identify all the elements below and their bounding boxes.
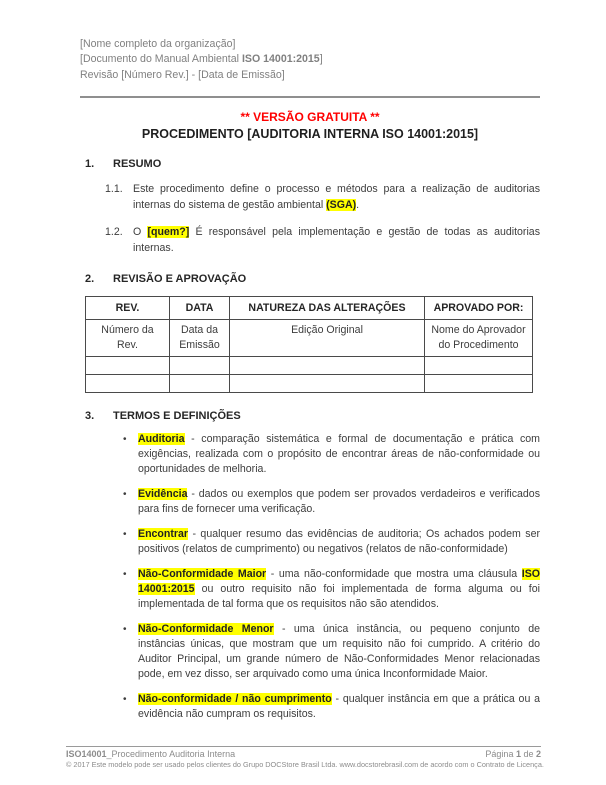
- bullet-icon: •: [123, 529, 127, 541]
- text-segment: de: [520, 749, 536, 759]
- text-segment: ]: [319, 53, 323, 66]
- table-body: [86, 320, 533, 393]
- text-segment: - uma não-conformidade que mostra uma cláusula: [266, 568, 522, 581]
- footer-doc-id: [66, 749, 235, 759]
- table-header-cell: REV.: [86, 296, 170, 320]
- table-header-cell: APROVADO POR:: [425, 296, 533, 320]
- text-segment: - uma única instância, ou pequeno conjunto de instâncias únicas, que mostram que um requisito não foi cumprido. A critério do Auditor Principal, um grande número de Não-Conformidades Menor relacionadas pode, em vez disso, ser arquivado como uma única Inconformidade Maior.: [138, 623, 540, 681]
- bullet-icon: •: [123, 489, 127, 501]
- table-cell: Data da Emissão: [170, 320, 230, 357]
- text-segment: .: [356, 198, 360, 211]
- section-title: TERMOS E DEFINIÇÕES: [113, 410, 241, 423]
- definition-item: [123, 692, 540, 722]
- definition-text: [138, 622, 540, 682]
- highlighted-term: (SGA): [326, 198, 357, 211]
- text-segment: - dados ou exemplos que podem ser provados verdadeiros e verificados para fins de fornecer uma verificação.: [138, 488, 540, 516]
- footer-copyright: © 2017 Este modelo pode ser usado pelos clientes do Grupo DOCStore Brasil Ltda. www.docstorebrasil.com de acordo com o Contrato de Licença.: [66, 760, 544, 769]
- bullet-icon: •: [123, 694, 127, 706]
- text-segment: ou outro requisito não foi implementada de forma alguma ou foi implementada de tal forma que os requisitos não são atendidos.: [138, 583, 540, 611]
- document-footer: [66, 746, 544, 769]
- table-cell: Número da Rev.: [86, 320, 170, 357]
- table-header-cell: NATUREZA DAS ALTERAÇÕES: [230, 296, 425, 320]
- definition-text: [138, 567, 540, 612]
- definition-item: [123, 622, 540, 682]
- document-header: [80, 37, 540, 83]
- header-manual-ref: [80, 52, 540, 67]
- definition-text: [138, 432, 540, 477]
- table-cell: [86, 357, 170, 375]
- table-cell: [230, 357, 425, 375]
- paragraph-text: [133, 181, 540, 213]
- table-cell: Nome do Aprovador do Procedimento: [425, 320, 533, 357]
- text-segment: - qualquer resumo das evidências de auditoria; Os achados podem ser positivos (relatos de cumprimento) ou negativos (relatos de não-conformidade): [138, 528, 540, 556]
- bullet-icon: •: [123, 569, 127, 581]
- text-segment: ISO 14001:2015: [241, 53, 320, 66]
- text-segment: [Documento do Manual Ambiental: [80, 53, 242, 66]
- highlighted-term: Evidência: [138, 488, 188, 501]
- bullet-icon: •: [123, 624, 127, 636]
- section-number: 2.: [85, 272, 95, 285]
- header-org-name: [Nome completo da organização]: [80, 38, 236, 50]
- table-cell: [170, 357, 230, 375]
- paragraph-number: 1.1.: [105, 182, 123, 195]
- section-title: RESUMO: [113, 157, 162, 170]
- text-segment: Página: [485, 749, 516, 759]
- table-cell: [425, 375, 533, 393]
- definition-item: [123, 487, 540, 517]
- paragraph-text: [133, 224, 540, 256]
- definition-text: [138, 487, 540, 517]
- footer-doc-id-name: _Procedimento Auditoria Interna: [106, 749, 236, 759]
- section-heading-resumo: [85, 158, 540, 170]
- text-segment: 1: [515, 749, 521, 759]
- footer-doc-id-code: ISO14001: [66, 749, 107, 759]
- table-row: [86, 357, 533, 375]
- highlighted-term: Encontrar: [138, 528, 189, 541]
- section-title: REVISÃO E APROVAÇÃO: [113, 272, 247, 285]
- section-number: 1.: [85, 157, 95, 170]
- table-cell: [86, 375, 170, 393]
- text-segment: É responsável pela implementação e gestão de todas as auditorias internas.: [133, 225, 541, 254]
- table-cell: [230, 375, 425, 393]
- numbered-paragraph: [105, 224, 540, 256]
- definition-item: [123, 567, 540, 612]
- header-revision-line: Revisão [Número Rev.] - [Data de Emissão]: [80, 68, 285, 81]
- highlighted-term: Auditoria: [138, 433, 185, 446]
- section-number: 3.: [85, 410, 95, 423]
- text-segment: 2: [535, 749, 541, 759]
- header-divider: [80, 96, 540, 98]
- definition-item: [123, 432, 540, 477]
- bullet-icon: •: [123, 434, 127, 446]
- free-version-banner: ** VERSÃO GRATUITA **: [240, 109, 380, 124]
- table-row: [86, 375, 533, 393]
- highlighted-term: [quem?]: [147, 225, 190, 238]
- footer-page-number: [485, 749, 541, 759]
- text-segment: Este procedimento define o processo e métodos para a realização de auditorias internas do sistema de gestão ambiental: [133, 182, 540, 211]
- text-segment: - qualquer instância em que a prática ou a evidência não cumpram os requisitos.: [138, 693, 540, 721]
- definition-text: [138, 527, 540, 557]
- table-cell: [425, 357, 533, 375]
- section-heading-termos: [85, 410, 540, 422]
- table-cell: Edição Original: [230, 320, 425, 357]
- highlighted-term: Não-Conformidade Menor: [138, 623, 274, 636]
- highlighted-term: Não-Conformidade Maior: [138, 568, 267, 581]
- highlighted-term: Não-conformidade / não cumprimento: [138, 693, 332, 706]
- revision-approval-table: [85, 296, 533, 394]
- numbered-paragraph: [105, 181, 540, 213]
- table-header-row: [86, 296, 533, 320]
- definition-item: [123, 527, 540, 557]
- definition-text: [138, 692, 540, 722]
- definitions-list: [123, 432, 540, 722]
- footer-row: [66, 749, 541, 759]
- highlighted-term: ISO 14001:2015: [138, 568, 540, 596]
- section-heading-revisao: [85, 273, 540, 285]
- table-row: [86, 320, 533, 357]
- table-header-cell: DATA: [170, 296, 230, 320]
- page-title: PROCEDIMENTO [AUDITORIA INTERNA ISO 14001:2015]: [141, 126, 479, 141]
- text-segment: - comparação sistemática e formal de documentação e prática com exigências, realizada com o propósito de encontrar áreas de não-conformidade ou oportunidades de melhoria.: [138, 433, 540, 476]
- table-cell: [170, 375, 230, 393]
- paragraph-number: 1.2.: [105, 225, 123, 238]
- text-segment: O: [133, 225, 148, 238]
- resumo-items: [80, 181, 540, 256]
